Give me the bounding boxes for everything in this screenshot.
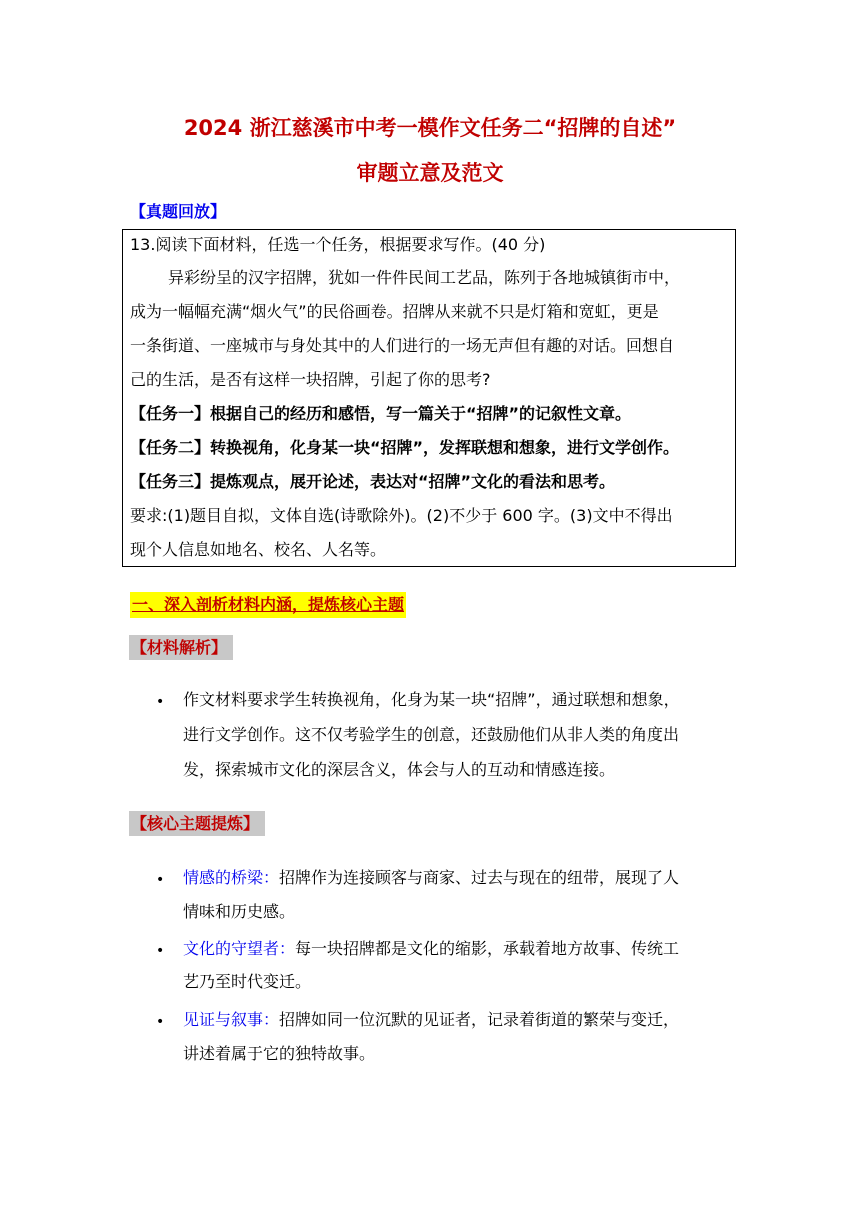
bullet-icon: • [156, 943, 165, 959]
real-question-label: 【真题回放】 [130, 202, 227, 221]
question-line: 成为一幅幅充满“烟火气”的民俗画卷。招牌从来就不只是灯箱和宽虹，更是 [130, 302, 659, 321]
requirement-line: 现个人信息如地名、校名、人名等。 [130, 540, 387, 559]
analysis-line: 作文材料要求学生转换视角，化身为某一块“招牌”，通过联想和想象， [183, 690, 680, 709]
document-subtitle: 审题立意及范文 [356, 161, 504, 185]
analysis-line: 发，探索城市文化的深层含义，体会与人的互动和情感连接。 [183, 760, 616, 779]
theme-text: 艺乃至时代变迁。 [183, 972, 312, 991]
bullet-icon: • [156, 1014, 165, 1030]
document-title: 2024 浙江慈溪市中考一模作文任务二“招牌的自述” [183, 116, 677, 140]
section-heading: 一、深入剖析材料内涵，提炼核心主题 [130, 592, 406, 618]
material-analysis-label: 【材料解析】 [129, 635, 233, 660]
theme-text: 招牌如同一位沉默的见证者，记录着街道的繁荣与变迁， [279, 1010, 680, 1029]
core-theme-label: 【核心主题提炼】 [129, 811, 265, 836]
theme-text: 情味和历史感。 [183, 902, 296, 921]
task-one: 【任务一】根据自己的经历和感悟，写一篇关于“招牌”的记叙性文章。 [130, 404, 632, 423]
analysis-line: 进行文学创作。这不仅考验学生的创意，还鼓励他们从非人类的角度出 [183, 725, 680, 744]
theme-term: 文化的守望者： [183, 939, 296, 958]
theme-term: 见证与叙事： [183, 1010, 280, 1029]
theme-text: 讲述着属于它的独特故事。 [183, 1044, 376, 1063]
bullet-icon: • [156, 872, 165, 888]
requirement-line: 要求:(1)题目自拟，文体自选(诗歌除外)。(2)不少于 600 字。(3)文中不得出 [130, 506, 673, 525]
theme-item [183, 1009, 679, 1031]
question-box [122, 229, 736, 567]
question-line: 一条街道、一座城市与身处其中的人们进行的一场无声但有趣的对话。回想自 [130, 336, 675, 355]
theme-item [183, 867, 679, 889]
theme-item [183, 938, 679, 960]
task-two: 【任务二】转换视角，化身某一块“招牌”，发挥联想和想象，进行文学创作。 [130, 438, 680, 457]
theme-term: 情感的桥梁： [183, 868, 280, 887]
question-line: 异彩纷呈的汉字招牌，犹如一件件民间工艺品，陈列于各地城镇街市中， [168, 268, 681, 287]
theme-text: 每一块招牌都是文化的缩影，承载着地方故事、传统工 [295, 939, 680, 958]
task-three: 【任务三】提炼观点，展开论述，表达对“招牌”文化的看法和思考。 [130, 472, 616, 491]
question-line: 己的生活，是否有这样一块招牌，引起了你的思考? [130, 370, 491, 389]
theme-text: 招牌作为连接顾客与商家、过去与现在的纽带，展现了人 [279, 868, 680, 887]
question-line: 13.阅读下面材料，任选一个任务，根据要求写作。(40 分) [130, 235, 546, 254]
bullet-icon: • [156, 694, 165, 710]
